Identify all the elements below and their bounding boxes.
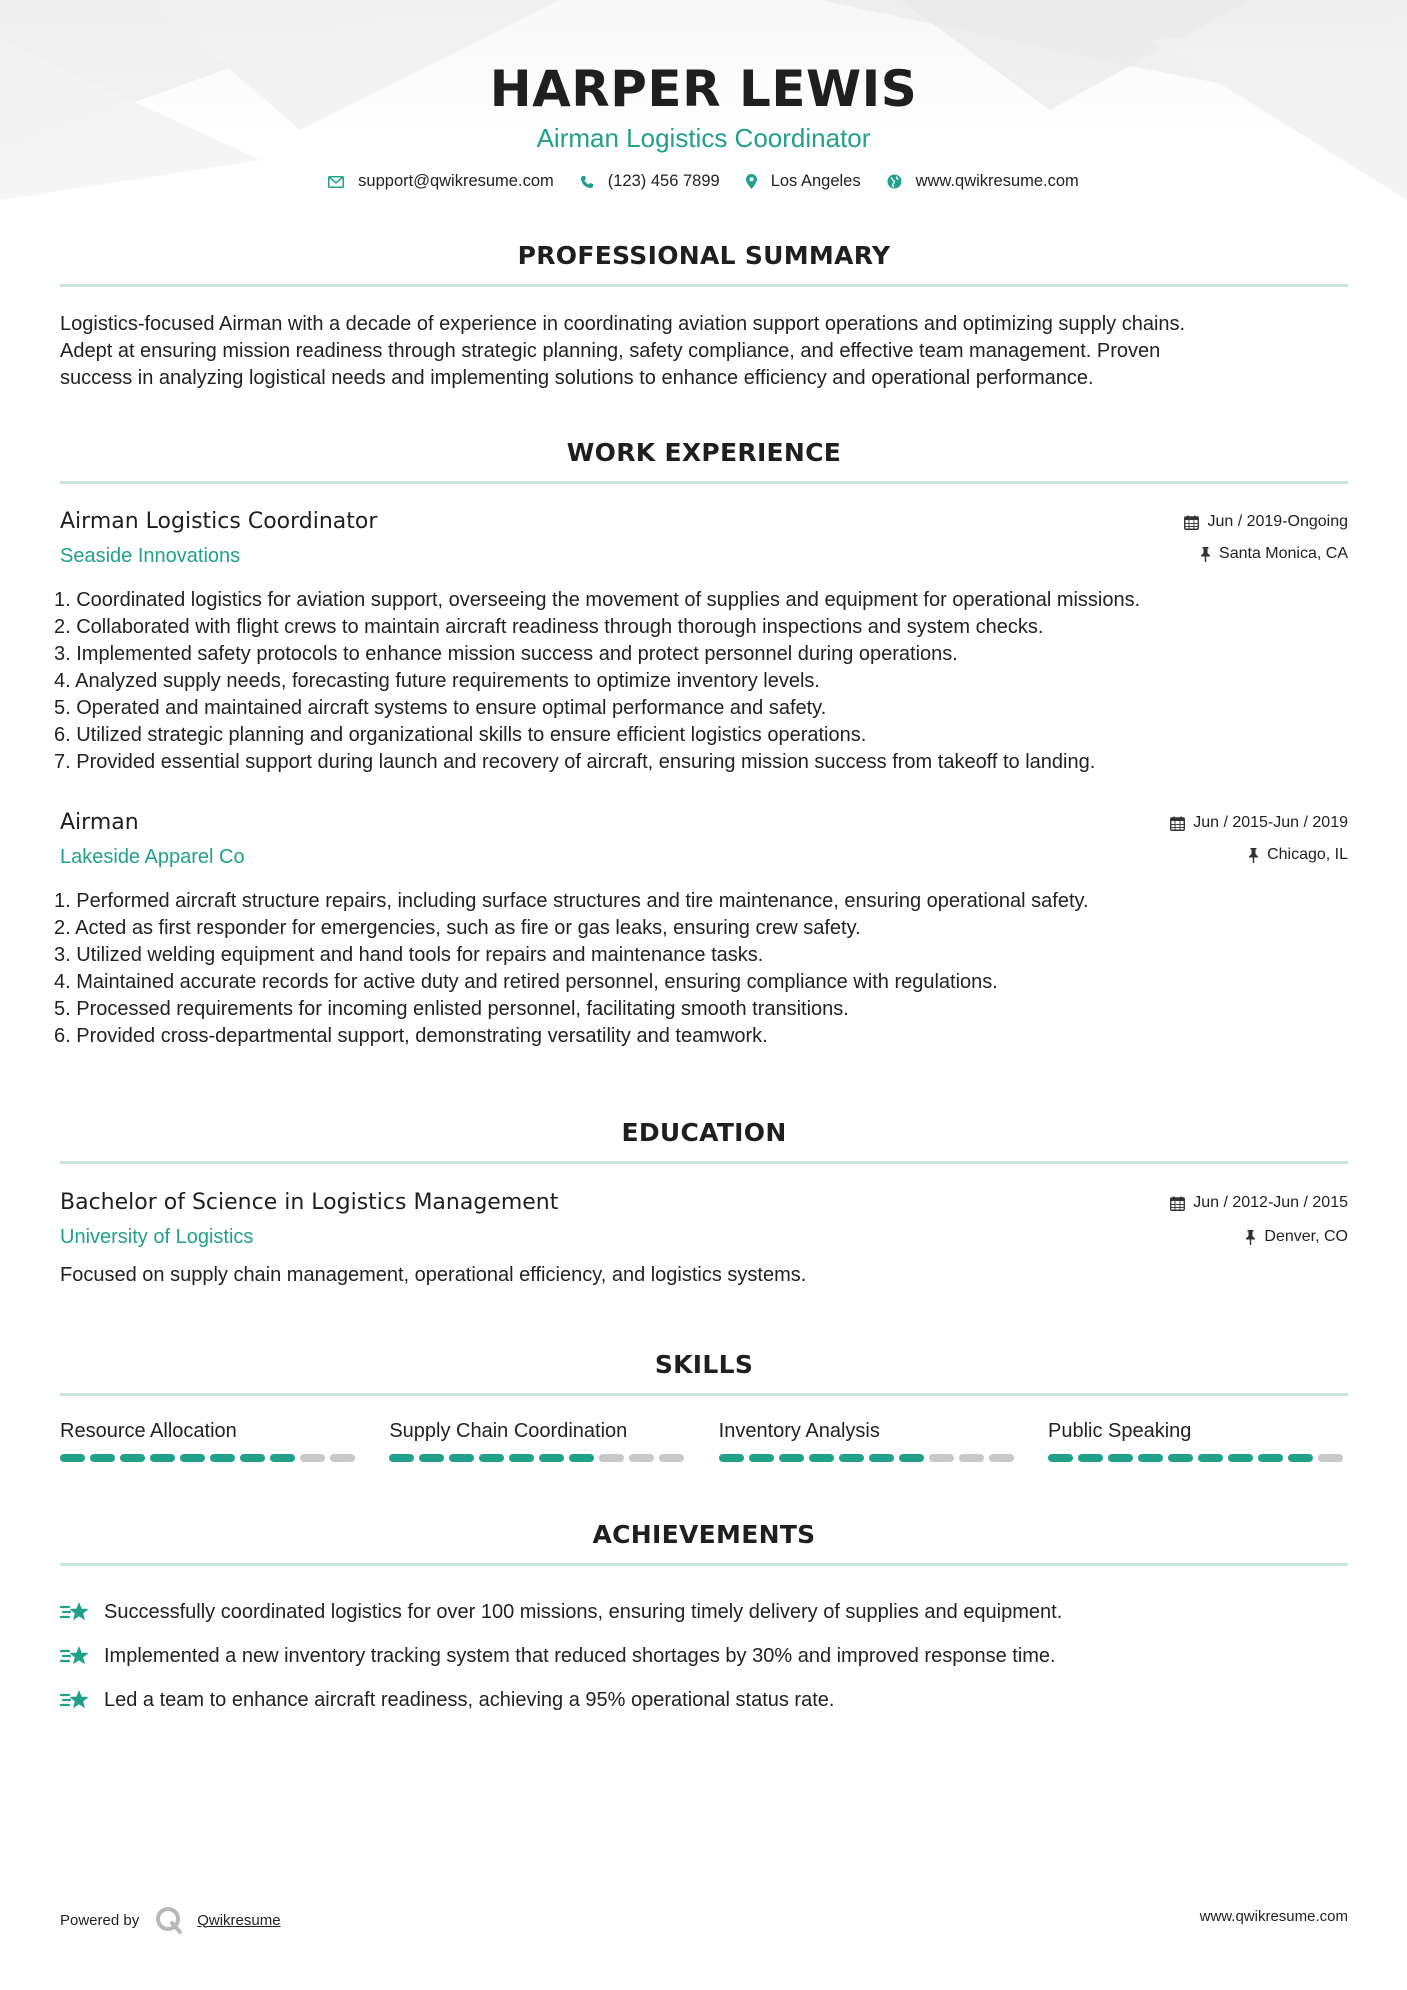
pushpin-icon [1245, 1230, 1256, 1245]
education-date [1170, 1194, 1348, 1212]
job-company: Lakeside Apparel Co [60, 846, 245, 868]
skill-level-segment [1288, 1454, 1313, 1462]
qwikresume-logo-icon [155, 1906, 183, 1934]
skill-level-segment [869, 1454, 894, 1462]
list-item: 3. Implemented safety protocols to enhance mission success and protect personnel during operations. [54, 643, 958, 665]
skill-name: Inventory Analysis [718, 1420, 880, 1442]
summary-line: Adept at ensuring mission readiness through strategic planning, safety compliance, and effective team management. Proven [60, 340, 1161, 362]
job-role: Airman Logistics Coordinator [60, 509, 378, 534]
skill-level-segment [959, 1454, 984, 1462]
list-item: 7. Provided essential support during launch and recovery of aircraft, ensuring mission success from takeoff to landing. [54, 751, 1096, 773]
summary-line: Logistics-focused Airman with a decade of experience in coordinating aviation support operations and optimizing supply chains. [60, 313, 1186, 335]
skill-level-segment [599, 1454, 624, 1462]
education-degree: Bachelor of Science in Logistics Management [60, 1190, 559, 1215]
skill-name: Resource Allocation [60, 1420, 237, 1442]
job-company: Seaside Innovations [60, 545, 241, 567]
job-date [1184, 513, 1348, 531]
shooting-star-icon [60, 1600, 92, 1624]
skill-level-segment [120, 1454, 145, 1462]
skill-level-segment [1078, 1454, 1103, 1462]
pushpin-icon [1200, 547, 1211, 562]
skill-name: Supply Chain Coordination [389, 1420, 628, 1442]
section-title-summary: PROFESSIONAL SUMMARY [517, 241, 891, 270]
skill-level-bar [1048, 1454, 1348, 1462]
section-divider [60, 481, 1348, 484]
job-entry-header [60, 509, 1348, 569]
education-entry-header [60, 1190, 1348, 1250]
skill-level-segment [989, 1454, 1014, 1462]
skill-level-segment [270, 1454, 295, 1462]
qwikresume-link[interactable]: Qwikresume [197, 1911, 281, 1929]
skill-level-segment [539, 1454, 564, 1462]
skill-level-segment [90, 1454, 115, 1462]
contact-bar [0, 172, 1407, 191]
skill-level-segment [210, 1454, 235, 1462]
skill-level-segment [1048, 1454, 1073, 1462]
skill-item [389, 1418, 689, 1462]
envelope-icon [328, 176, 344, 188]
job-role: Airman [60, 810, 139, 835]
contact-phone[interactable] [580, 172, 720, 191]
skill-level-segment [1168, 1454, 1193, 1462]
skill-level-bar [389, 1454, 689, 1462]
list-item: 5. Operated and maintained aircraft systems to ensure optimal performance and safety. [54, 697, 827, 719]
job-entry-header [60, 810, 1348, 870]
map-pin-icon [746, 174, 757, 189]
skill-level-segment [389, 1454, 414, 1462]
skill-level-segment [779, 1454, 804, 1462]
skill-level-segment [899, 1454, 924, 1462]
skill-item [719, 1418, 1019, 1462]
skill-level-segment [719, 1454, 744, 1462]
job-date-text: Jun / 2015-Jun / 2019 [1193, 814, 1348, 831]
skill-level-segment [1318, 1454, 1343, 1462]
section-divider [60, 284, 1348, 287]
skill-level-segment [479, 1454, 504, 1462]
section-title-experience: WORK EXPERIENCE [566, 438, 842, 467]
skill-level-segment [419, 1454, 444, 1462]
email-text: support@qwikresume.com [358, 172, 554, 190]
shooting-star-icon [60, 1688, 92, 1712]
job-duties-list [54, 888, 1354, 1050]
powered-by [60, 1906, 281, 1934]
skill-level-segment [929, 1454, 954, 1462]
job-date [1170, 814, 1348, 832]
shooting-star-icon [60, 1644, 92, 1668]
skill-level-segment [839, 1454, 864, 1462]
calendar-icon [1170, 816, 1185, 831]
skill-level-segment [749, 1454, 774, 1462]
education-location-text: Denver, CO [1264, 1228, 1348, 1245]
list-item: 2. Acted as first responder for emergencies, such as fire or gas leaks, ensuring crew safety. [54, 917, 861, 939]
achievement-item [60, 1678, 1350, 1722]
education-school: University of Logistics [60, 1226, 254, 1248]
skill-level-segment [60, 1454, 85, 1462]
candidate-title: Airman Logistics Coordinator [536, 123, 871, 153]
job-duties-list [54, 587, 1354, 776]
list-item: 4. Analyzed supply needs, forecasting future requirements to optimize inventory levels. [54, 670, 820, 692]
list-item: 2. Collaborated with flight crews to maintain aircraft readiness through thorough inspections and system checks. [54, 616, 1044, 638]
list-item: 6. Provided cross-departmental support, demonstrating versatility and teamwork. [54, 1025, 768, 1047]
skill-level-segment [449, 1454, 474, 1462]
skill-level-segment [1228, 1454, 1253, 1462]
education-location [1245, 1228, 1348, 1246]
achievements-list [60, 1590, 1350, 1722]
list-item: 4. Maintained accurate records for active duty and retired personnel, ensuring compliance with regulations. [54, 971, 998, 993]
skill-level-bar [719, 1454, 1019, 1462]
section-title-achievements: ACHIEVEMENTS [592, 1520, 816, 1549]
education-date-text: Jun / 2012-Jun / 2015 [1193, 1194, 1348, 1211]
skill-level-segment [809, 1454, 834, 1462]
section-divider [60, 1393, 1348, 1396]
list-item: 1. Coordinated logistics for aviation support, overseeing the movement of supplies and equipment for operational missions. [54, 589, 1141, 611]
achievement-text: Successfully coordinated logistics for over 100 missions, ensuring timely delivery of supplies and equipment. [104, 1600, 1063, 1623]
summary-line: success in analyzing logistical needs and implementing solutions to enhance efficiency and operational performance. [60, 367, 1094, 389]
skill-item [60, 1418, 360, 1462]
page-footer [60, 1900, 1348, 1930]
job-location-text: Chicago, IL [1267, 846, 1348, 863]
pushpin-icon [1248, 848, 1259, 863]
achievement-item [60, 1590, 1350, 1634]
skill-level-segment [1108, 1454, 1133, 1462]
achievement-item [60, 1634, 1350, 1678]
education-description: Focused on supply chain management, operational efficiency, and logistics systems. [60, 1264, 807, 1286]
phone-icon [580, 175, 594, 189]
website-text: www.qwikresume.com [915, 172, 1079, 190]
skill-level-segment [300, 1454, 325, 1462]
list-item: 6. Utilized strategic planning and organizational skills to ensure efficient logistics operations. [54, 724, 867, 746]
list-item: 3. Utilized welding equipment and hand tools for repairs and maintenance tasks. [54, 944, 764, 966]
achievement-text: Led a team to enhance aircraft readiness, achieving a 95% operational status rate. [104, 1688, 835, 1711]
powered-by-label: Powered by [60, 1911, 140, 1929]
skill-level-segment [659, 1454, 684, 1462]
skill-level-segment [180, 1454, 205, 1462]
candidate-name: HARPER LEWIS [489, 60, 918, 118]
skill-level-segment [150, 1454, 175, 1462]
contact-location [746, 172, 861, 191]
skill-level-segment [330, 1454, 355, 1462]
list-item: 5. Processed requirements for incoming enlisted personnel, facilitating smooth transitions. [54, 998, 849, 1020]
resume-header [0, 58, 1407, 154]
skill-level-segment [629, 1454, 654, 1462]
section-title-education: EDUCATION [621, 1118, 787, 1147]
skill-level-segment [1258, 1454, 1283, 1462]
achievement-text: Implemented a new inventory tracking system that reduced shortages by 30% and improved response time. [104, 1644, 1056, 1667]
skill-level-segment [1198, 1454, 1223, 1462]
job-location [1200, 545, 1348, 563]
skill-level-segment [509, 1454, 534, 1462]
skill-name: Public Speaking [1047, 1420, 1192, 1442]
calendar-icon [1170, 1196, 1185, 1211]
contact-website[interactable] [887, 172, 1079, 191]
location-text: Los Angeles [770, 172, 861, 190]
job-location [1248, 846, 1348, 864]
job-date-text: Jun / 2019-Ongoing [1207, 513, 1348, 530]
globe-icon [887, 174, 902, 189]
contact-email[interactable] [328, 172, 554, 191]
skill-level-segment [1138, 1454, 1163, 1462]
skill-level-segment [240, 1454, 265, 1462]
section-divider [60, 1161, 1348, 1164]
skill-item [1048, 1418, 1348, 1462]
summary-text [60, 311, 1350, 392]
list-item: 1. Performed aircraft structure repairs, including surface structures and tire maintenance, ensuring operational safety. [54, 890, 1089, 912]
footer-website[interactable]: www.qwikresume.com [1199, 1908, 1348, 1925]
section-divider [60, 1563, 1348, 1566]
section-title-skills: SKILLS [654, 1350, 754, 1379]
calendar-icon [1184, 515, 1199, 530]
job-location-text: Santa Monica, CA [1219, 545, 1348, 562]
skill-level-segment [569, 1454, 594, 1462]
skill-level-bar [60, 1454, 360, 1462]
phone-text: (123) 456 7899 [607, 172, 720, 190]
skills-list [60, 1418, 1348, 1462]
